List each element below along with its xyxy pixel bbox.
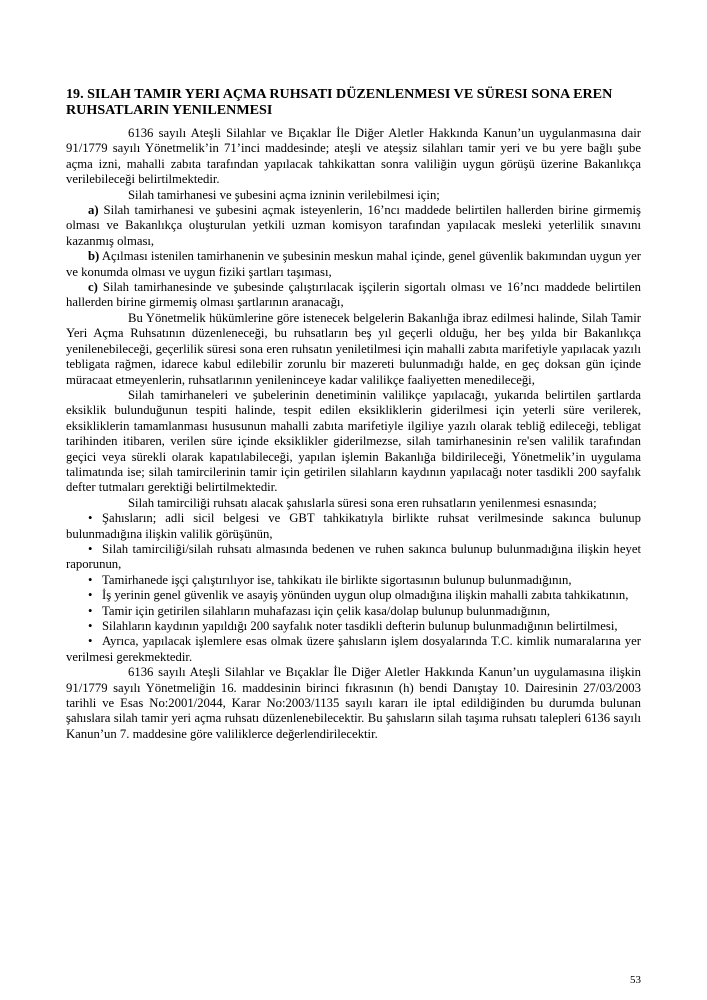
list-item: • Ayrıca, yapılacak işlemlere esas olmak üzere şahısların işlem dosyalarında T.C. kimlik numaralarına yer verilmesi gerekmektedir. — [66, 634, 641, 664]
bullet-icon: • — [88, 634, 93, 649]
bullet-icon: • — [88, 572, 93, 587]
condition-label: c) — [88, 280, 98, 295]
bullet-icon: • — [88, 588, 93, 603]
condition-label: b) — [88, 249, 100, 264]
paragraph-renewal-intro: Silah tamirciliği ruhsatı alacak şahıslarla süresi sona eren ruhsatların yenilenmesi esnasında; — [128, 495, 597, 510]
bullet-icon: • — [88, 541, 93, 556]
condition-text: Silah tamirhanesinde ve şubesinde çalıştırılacak işçilerin sigortalı olması ve 16’ncı maddede belirtilen hallerden birine girmemiş olması şartlarının aranacağı, — [66, 280, 641, 310]
document-page — [66, 86, 641, 742]
paragraph-intro: 6136 sayılı Ateşli Silahlar ve Bıçaklar İle Diğer Aletler Hakkında Kanun’un uygulanmasına dair 91/1779 sayılı Yönetmelik’in 71’inci maddesinde; ateşli ve ateşsiz silahları tamir yeri ve bu yere bağlı şube açma izni, mahalli zabıta tarafından yapılacak tahkikattan sonra valiliğin uygun görüşü üzerine Bakanlıkça verilebileceği belirtilmektedir. — [66, 126, 641, 187]
requirements-list — [66, 511, 641, 665]
bullet-icon: • — [88, 603, 93, 618]
condition-label: a) — [88, 203, 99, 218]
condition-item-b — [66, 249, 641, 280]
paragraph-license: Bu Yönetmelik hükümlerine göre istenecek belgelerin Bakanlığa ibraz edilmesi halinde, Silah Tamir Yeri Açma Ruhsatının düzenleneceği, bu ruhsatların beş yıl geçerli olduğu, her beş yılda bir Bakanlıkça yenilenebileceği, geçerlilik süresi sona eren ruhsatın yeniletilmesi için mahalli zabıta marifetiyle yapılacak yazılı tebligata rağmen, idarece kabul edilebilir zorunlu bir mazereti bulunmadığı halde, en geç doksan gün içinde müracaat etmeyenlerin, ruhsatlarının yenileninceye kadar valilikçe faaliyetten menedileceği, — [66, 310, 641, 387]
list-item: • Silahların kaydının yapıldığı 200 sayfalık noter tasdikli defterin bulunup bulunmadığının belirtilmesi, — [88, 619, 618, 633]
list-item: • İş yerinin genel güvenlik ve asayiş yönünden uygun olup olmadığına ilişkin mahalli zabıta tahkikatının, — [88, 588, 629, 603]
page-number: 53 — [630, 974, 641, 986]
condition-text: Silah tamirhanesi ve şubesini açmak isteyenlerin, 16’ncı maddede belirtilen hallerden birine girmemiş olması ve Bakanlıkça oluşturulan yetkili uzman komisyon tarafından yapılacak mesleki yeterlilik sınavını kazanmış olması, — [66, 203, 641, 248]
section-heading: 19. SILAH TAMIR YERI AÇMA RUHSATI DÜZENLENMESI VE SÜRESI SONA EREN RUHSATLARIN YENILENMESI — [66, 86, 613, 118]
list-item: • Tamirhanede işçi çalıştırılıyor ise, tahkikatı ile birlikte sigortasının bulunup bulunmadığının, — [88, 572, 572, 587]
condition-text: Açılması istenilen tamirhanenin ve şubesinin meskun mahal içinde, genel güvenlik bakımından uygun yer ve konumda olması ve uygun fiziki şartları taşıması, — [66, 249, 641, 279]
bullet-icon: • — [88, 619, 93, 633]
paragraph-court-decision: 6136 sayılı Ateşli Silahlar ve Bıçaklar İle Diğer Aletler Hakkında Kanun’un uygulamasına ilişkin 91/1779 sayılı Yönetmeliğin 16. maddesinin birinci fıkrasının (h) bendi Danıştay 10. Dairesinin 27/03/2003 tarihli ve Esas No:2001/2044, Karar No:2003/1135 sayılı kararı ile iptal edildiğinden bu durumda bulunan şahıslara silah tamir yeri açma ruhsatı düzenlenebilecektir. Bu şahısların silah taşıma ruhsatı talepleri 6136 sayılı Kanun’un 7. maddesine göre valiliklerce değerlendirilecektir. — [66, 665, 641, 741]
list-item: • Şahısların; adli sicil belgesi ve GBT tahkikatıyla birlikte ruhsat verilmesinde sakınca bulunup bulunmadığına ilişkin valilik görüşünün, — [66, 511, 641, 541]
paragraph-inspection: Silah tamirhaneleri ve şubelerinin denetiminin valilikçe yapılacağı, yukarıda belirtilen şartlarda eksiklik bulunduğunun tespiti halinde, tespit edilen eksikliklerin giderilmesi için yeterli süre verilerek, eksikliklerin tamamlanması hususunun mahalli zabıta marifetiyle ilgiliye yazılı olarak tebliğ edileceği, tebligat tarihinden itibaren, verilen süre içinde eksiklikler giderilmezse, silah tamirhanesinin re'sen valilik tarafından geçici veya sürekli olarak kapatılabileceği, yapılan işlemin Bakanlığa bildirileceği, Yönetmelik’in uygulama talimatında ise; silah tamircilerinin tamir için getirilen silahların kaydının yapılacağı noter tasdikli 200 sayfalık defter tutmaları gerektiği belirtilmektedir. — [66, 387, 641, 495]
bullet-icon: • — [88, 511, 93, 526]
paragraph-conditions-intro: Silah tamirhanesi ve şubesini açma izninin verilebilmesi için; — [128, 187, 440, 202]
list-item: • Silah tamirciliği/silah ruhsatı almasında bedenen ve ruhen sakınca bulunup bulunmadığına ilişkin heyet raporunun, — [66, 541, 641, 572]
list-item: • Tamir için getirilen silahların muhafazası için çelik kasa/dolap bulunup bulunmadığının, — [88, 603, 550, 618]
condition-item-c — [66, 280, 641, 311]
condition-item-a — [66, 203, 641, 249]
